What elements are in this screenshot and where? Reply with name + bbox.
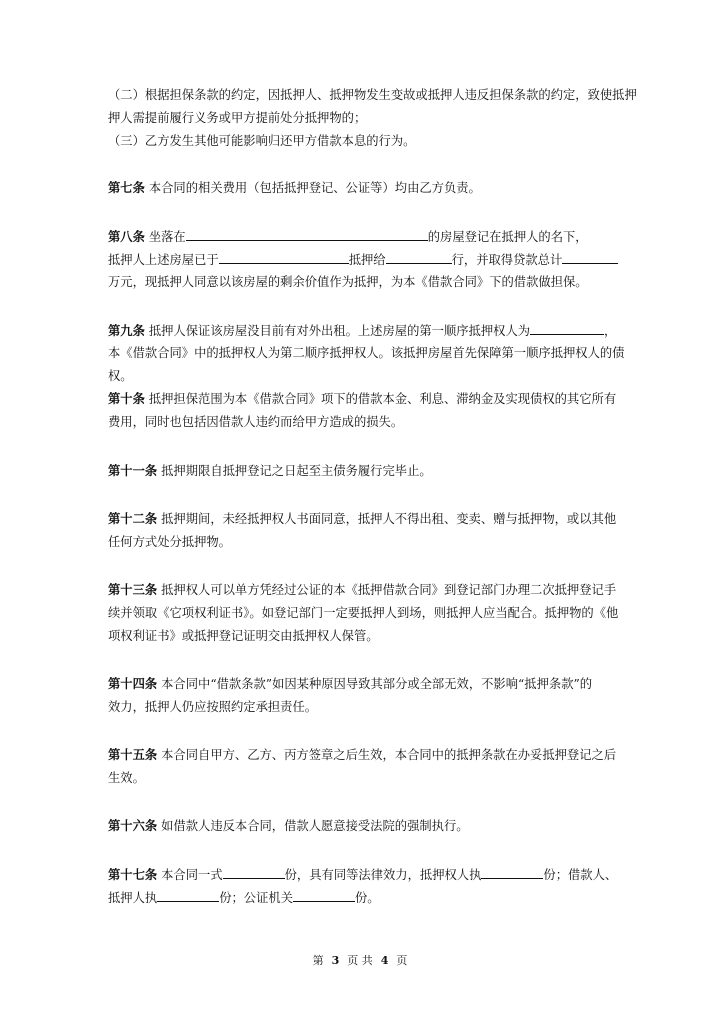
article-15-text-1: 本合同自甲方、乙方、丙方签章之后生效，本合同中的抵押条款在办妥抵押登记之后 xyxy=(161,748,617,762)
article-12-text-1: 抵押期间，未经抵押权人书面同意，抵押人不得出租、变卖、赠与抵押物，或以其他 xyxy=(161,512,617,526)
copies-mortgagee-blank[interactable] xyxy=(481,865,543,879)
mortgage-date-blank[interactable] xyxy=(219,250,349,264)
clause-6-item-3: （三）乙方发生其他可能影响归还甲方借款本息的行为。 xyxy=(108,134,416,148)
article-8-text-2: 的房屋登记在抵押人的名下， xyxy=(427,230,588,244)
article-12-line-1 xyxy=(108,510,616,528)
article-17-line-1 xyxy=(108,865,617,884)
article-7-text: 本合同的相关费用（包括抵押登记、公证等）均由乙方负责。 xyxy=(148,181,481,195)
page-footer xyxy=(0,952,720,968)
clause-6-item-2-line-2: 押人需提前履行义务或甲方提前处分抵押物的； xyxy=(108,111,367,125)
copies-notary-blank[interactable] xyxy=(293,888,355,902)
footer-prefix: 第 xyxy=(312,954,324,967)
article-17-text-4: 抵押人执 xyxy=(108,891,158,905)
article-8-line-2 xyxy=(108,250,618,269)
article-10-line-2: 费用，同时也包括因借款人违约而给甲方造成的损失。 xyxy=(108,415,404,429)
article-8-text-1: 坐落在 xyxy=(148,230,186,244)
footer-suffix: 页 xyxy=(396,954,408,967)
bank-name-blank[interactable] xyxy=(386,250,452,264)
loan-amount-blank[interactable] xyxy=(562,250,618,264)
article-12-label: 第十二条 xyxy=(108,511,158,526)
copies-borrower-blank[interactable] xyxy=(157,888,219,902)
article-14-label: 第十四条 xyxy=(108,676,158,691)
article-15-line-2: 生效。 xyxy=(108,771,145,785)
article-10-label: 第十条 xyxy=(108,391,145,406)
article-10-text-1: 抵押担保范围为本《借款合同》项下的借款本金、利息、滞纳金及实现债权的其它所有 xyxy=(148,392,617,406)
article-17-text-1: 本合同一式 xyxy=(161,868,223,882)
article-9-line-1 xyxy=(108,321,616,340)
footer-middle: 页 共 xyxy=(347,954,373,967)
article-13-label: 第十三条 xyxy=(108,582,158,597)
article-8-line-3: 万元，现抵押人同意以该房屋的剩余价值作为抵押，为本《借款合同》下的借款做担保。 xyxy=(108,275,588,289)
article-8-text-4: 抵押给 xyxy=(348,253,386,267)
article-16-text: 如借款人违反本合同，借款人愿意接受法院的强制执行。 xyxy=(161,819,469,833)
article-17-text-5: 份；公证机关 xyxy=(219,891,293,905)
article-15-label: 第十五条 xyxy=(108,747,158,762)
first-mortgagee-blank[interactable] xyxy=(530,321,604,335)
article-9-line-3: 权。 xyxy=(108,369,133,383)
article-13-line-1 xyxy=(108,581,616,599)
article-9-label: 第九条 xyxy=(108,323,145,338)
article-8-line-1 xyxy=(108,227,588,246)
copies-total-blank[interactable] xyxy=(223,865,285,879)
article-7-label: 第七条 xyxy=(108,180,145,195)
article-8-text-5: 行，并取得贷款总计 xyxy=(451,253,563,267)
article-14-line-1 xyxy=(108,675,592,693)
article-11-label: 第十一条 xyxy=(108,463,158,478)
article-8-text-3: 抵押人上述房屋已于 xyxy=(108,253,219,267)
article-10-line-1 xyxy=(108,390,616,408)
article-17-line-2 xyxy=(108,888,380,907)
article-9-text-1: 抵押人保证该房屋没目前有对外出租。上述房屋的第一顺序抵押权人为 xyxy=(148,324,531,338)
article-9-line-2: 本《借款合同》中的抵押权人为第二顺序抵押权人。该抵押房屋首先保障第一顺序抵押权人的债 xyxy=(108,346,625,360)
article-8-label: 第八条 xyxy=(108,229,145,244)
page-number: 3 xyxy=(331,954,340,967)
article-13-line-2: 续并领取《它项权利证书》。如登记部门一定要抵押人到场，则抵押人应当配合。抵押物的《他 xyxy=(108,606,619,620)
article-7 xyxy=(108,179,481,197)
article-13-line-3: 项权利证书》或抵押登记证明交由抵押权人保管。 xyxy=(108,629,379,643)
article-17-label: 第十七条 xyxy=(108,867,158,882)
article-11-text: 抵押期限自抵押登记之日起至主债务履行完毕止。 xyxy=(161,464,432,478)
article-11 xyxy=(108,462,432,480)
article-17-text-2: 份，具有同等法律效力，抵押权人执 xyxy=(284,868,482,882)
article-16-label: 第十六条 xyxy=(108,818,158,833)
article-12-line-2: 任何方式处分抵押物。 xyxy=(108,535,231,549)
article-15-line-1 xyxy=(108,746,616,764)
article-9-text-2: ， xyxy=(604,324,617,338)
article-17-text-6: 份。 xyxy=(355,891,380,905)
article-13-text-1: 抵押权人可以单方凭经过公证的本《抵押借款合同》到登记部门办理二次抵押登记手 xyxy=(161,583,617,597)
page-total: 4 xyxy=(380,954,389,967)
location-blank[interactable] xyxy=(186,227,428,241)
article-14-text-1: 本合同中“借款条款”如因某种原因导致其部分或全部无效，不影响“抵押条款”的 xyxy=(161,677,593,691)
article-16 xyxy=(108,817,469,835)
clause-6-item-2-line-1: （二）根据担保条款的约定，因抵押人、抵押物发生变故或抵押人违反担保条款的约定，致使抵押 xyxy=(108,88,637,102)
article-17-text-3: 份；借款人、 xyxy=(543,868,618,882)
article-14-line-2: 效力，抵押人仍应按照约定承担责任。 xyxy=(108,700,318,714)
